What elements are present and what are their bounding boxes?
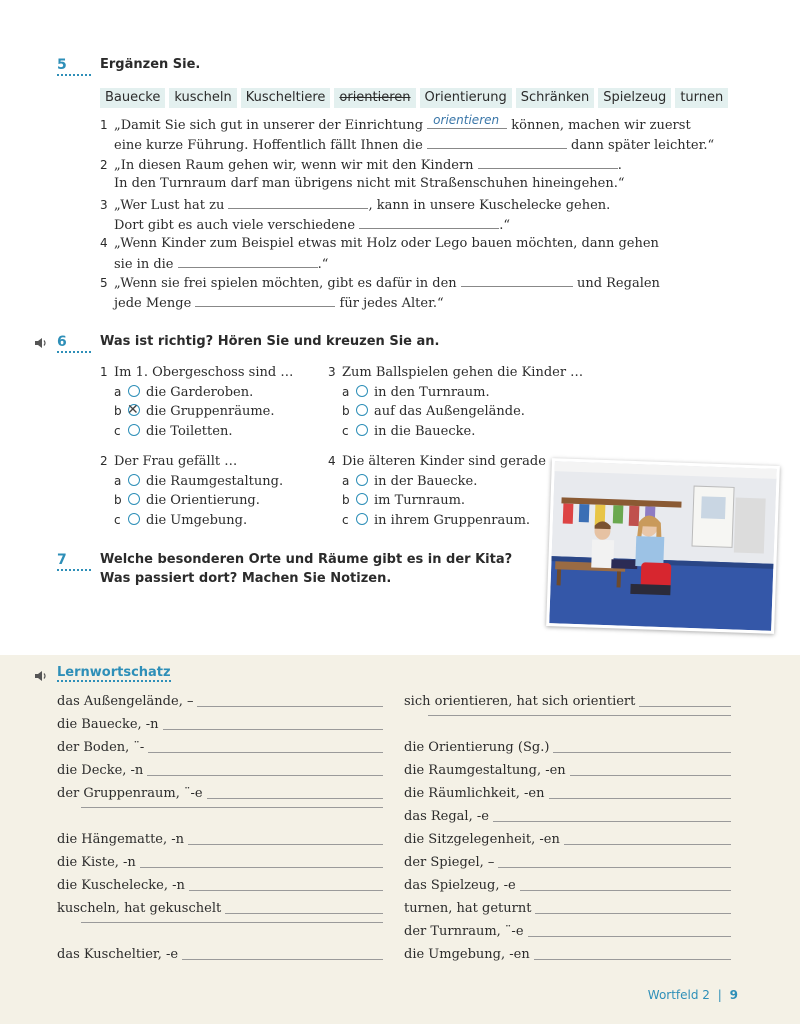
q1-option-c[interactable] <box>114 421 232 442</box>
answer-blank[interactable] <box>427 134 567 149</box>
vocab-entry <box>57 715 383 735</box>
vocab-term: die Kuschelecke, -n <box>57 878 185 893</box>
write-line[interactable] <box>163 729 383 730</box>
write-line[interactable] <box>207 798 383 799</box>
vocab-term: das Regal, -e <box>404 809 489 824</box>
write-line[interactable] <box>189 890 383 891</box>
item-number: 1 <box>100 118 108 132</box>
vocab-term: der Gruppenraum, ¨-e <box>57 786 203 801</box>
vocab-term: der Spiegel, – <box>404 855 495 870</box>
vocab-entry <box>404 784 731 804</box>
option-text: die Orientierung. <box>146 493 260 508</box>
vocab-entry <box>404 876 731 896</box>
option-text: im Turnraum. <box>374 493 466 508</box>
item-number: 4 <box>100 236 108 250</box>
ex5-item-5-line2 <box>114 292 444 314</box>
sentence-text: dann später leichter.“ <box>566 138 715 153</box>
vocab-entry <box>404 738 731 758</box>
filled-answer: orientieren <box>433 113 500 127</box>
vocab-term: der Boden, ¨- <box>57 740 145 755</box>
sentence-text: „Damit Sie sich gut in unserer der Einrichtung <box>114 118 428 133</box>
item-number: 5 <box>100 276 108 290</box>
sentence-text: „Wer Lust hat zu <box>114 198 229 213</box>
answer-blank[interactable] <box>427 114 507 129</box>
vocab-entry <box>57 761 383 781</box>
sentence-text: „Wenn Kinder zum Beispiel etwas mit Holz oder Lego bauen möchten, dann gehen <box>114 236 659 251</box>
vocab-term: kuscheln, hat gekuschelt <box>57 901 222 916</box>
vocab-entry <box>57 784 383 804</box>
write-line[interactable] <box>428 715 731 716</box>
sentence-text: für jedes Alter.“ <box>335 296 444 311</box>
q4-option-c[interactable] <box>342 510 530 531</box>
q2-option-a[interactable] <box>114 471 283 492</box>
question-number: 3 <box>328 365 336 379</box>
audio-speaker-icon[interactable] <box>34 669 48 683</box>
q2-option-c[interactable] <box>114 510 247 531</box>
vocab-entry <box>57 945 383 965</box>
ex5-item-5-line1 <box>100 272 660 294</box>
ex5-item-3-line1 <box>100 194 610 216</box>
word-chip: Schränken <box>516 88 595 108</box>
write-line[interactable] <box>140 867 383 868</box>
vocab-term: der Turnraum, ¨-e <box>404 924 524 939</box>
answer-blank[interactable] <box>359 214 499 229</box>
write-line[interactable] <box>520 890 731 891</box>
vocab-entry <box>404 922 731 942</box>
answer-blank[interactable] <box>461 272 573 287</box>
option-text: die Garderoben. <box>146 385 254 400</box>
write-line[interactable] <box>81 807 383 808</box>
radio-button[interactable] <box>356 474 368 486</box>
option-letter: c <box>342 424 349 438</box>
option-letter: a <box>342 385 350 399</box>
vocab-term: das Außengelände, – <box>57 694 194 709</box>
word-chip: Kuscheltiere <box>241 88 331 108</box>
sentence-text: und Regalen <box>572 276 660 291</box>
vocab-term: die Umgebung, -en <box>404 947 530 962</box>
sentence-text: Dort gibt es auch viele verschiedene <box>114 218 360 233</box>
write-line[interactable] <box>535 913 731 914</box>
vocab-entry <box>57 853 383 873</box>
answer-blank[interactable] <box>178 253 318 268</box>
vocab-entry <box>404 692 731 712</box>
option-text: in der Bauecke. <box>374 474 478 489</box>
option-letter: c <box>342 513 349 527</box>
write-line[interactable] <box>182 959 383 960</box>
answer-blank[interactable] <box>228 194 368 209</box>
answer-blank[interactable] <box>195 292 335 307</box>
radio-button[interactable] <box>356 493 368 505</box>
word-bank <box>100 88 728 108</box>
vocab-entry <box>404 899 731 919</box>
vocab-term: die Raumgestaltung, -en <box>404 763 566 778</box>
sentence-text: eine kurze Führung. Hoffentlich fällt Ihnen die <box>114 138 427 153</box>
radio-button[interactable] <box>356 385 368 397</box>
write-line[interactable] <box>148 752 383 753</box>
radio-button[interactable] <box>356 404 368 416</box>
option-text: auf das Außengelände. <box>374 404 525 419</box>
question-number: 2 <box>100 454 108 468</box>
radio-button[interactable] <box>128 493 140 505</box>
write-line[interactable] <box>225 913 383 914</box>
vocab-entry <box>57 692 383 712</box>
ex5-item-1-line1 <box>100 114 691 136</box>
word-chip: kuscheln <box>169 88 236 108</box>
option-letter: c <box>114 513 121 527</box>
option-letter: a <box>114 474 122 488</box>
write-line[interactable] <box>188 844 383 845</box>
option-letter: a <box>342 474 350 488</box>
q3-option-b[interactable] <box>342 401 525 422</box>
q3-option-a[interactable] <box>342 382 490 403</box>
option-text: in den Turnraum. <box>374 385 490 400</box>
exercise-6-title: Was ist richtig? Hören Sie und kreuzen Sie an. <box>100 334 440 349</box>
question-2 <box>100 451 237 472</box>
option-text: in die Bauecke. <box>374 424 476 439</box>
option-text: die Gruppenräume. <box>146 404 275 419</box>
sentence-text: „Wenn sie frei spielen möchten, gibt es dafür in den <box>114 276 461 291</box>
vocab-entry <box>57 830 383 850</box>
question-1 <box>100 362 293 383</box>
word-chip: turnen <box>675 88 728 108</box>
vocab-entry <box>404 853 731 873</box>
option-letter: a <box>114 385 122 399</box>
write-line[interactable] <box>564 844 731 845</box>
ex5-item-2-line2 <box>114 174 625 194</box>
question-number: 4 <box>328 454 336 468</box>
item-number: 2 <box>100 158 108 172</box>
option-letter: b <box>114 404 122 418</box>
word-chip-used: orientieren <box>334 88 415 108</box>
ex5-item-1-line2 <box>114 134 714 156</box>
footer-separator: | <box>717 988 722 1002</box>
vocab-term: die Bauecke, -n <box>57 717 159 732</box>
vocab-entry-continuation <box>77 922 383 928</box>
write-line[interactable] <box>81 922 383 923</box>
radio-button[interactable] <box>128 513 140 525</box>
option-letter: b <box>342 404 350 418</box>
vocab-term: die Räumlichkeit, -en <box>404 786 545 801</box>
vocab-term: das Spielzeug, -e <box>404 878 516 893</box>
question-text: Zum Ballspielen gehen die Kinder … <box>342 365 584 380</box>
vocab-term: die Sitzgelegenheit, -en <box>404 832 560 847</box>
question-number: 1 <box>100 365 108 379</box>
ex5-item-4-line1 <box>100 233 659 254</box>
question-text: Im 1. Obergeschoss sind … <box>114 365 294 380</box>
sentence-text: „In diesen Raum gehen wir, wenn wir mit den Kindern <box>114 158 478 173</box>
option-text: die Toiletten. <box>146 424 233 439</box>
vocab-entry-continuation <box>424 715 731 721</box>
q3-option-c[interactable] <box>342 421 475 442</box>
vocab-entry <box>404 807 731 827</box>
radio-button[interactable] <box>128 424 140 436</box>
sentence-text: .“ <box>499 218 510 233</box>
section-label: Wortfeld 2 <box>647 988 710 1002</box>
vocab-term: die Orientierung (Sg.) <box>404 740 550 755</box>
vocab-entry <box>57 738 383 758</box>
question-text: Der Frau gefällt … <box>114 454 238 469</box>
vocab-term: die Hängematte, -n <box>57 832 185 847</box>
answer-blank[interactable] <box>478 154 618 169</box>
write-line[interactable] <box>498 867 731 868</box>
write-line[interactable] <box>534 959 731 960</box>
exercise-7-title-line2: Was passiert dort? Machen Sie Notizen. <box>100 571 392 586</box>
exercise-7-title-line1: Welche besonderen Orte und Räume gibt es in der Kita? <box>100 552 513 567</box>
vocab-term: turnen, hat geturnt <box>404 901 532 916</box>
vocab-entry <box>404 761 731 781</box>
option-text: die Raumgestaltung. <box>146 474 284 489</box>
option-text: die Umgebung. <box>146 513 248 528</box>
page-footer <box>648 988 738 1002</box>
question-4 <box>328 451 546 472</box>
question-text: Die älteren Kinder sind gerade <box>342 454 546 469</box>
item-number: 3 <box>100 198 108 212</box>
radio-button[interactable] <box>128 385 140 397</box>
write-line[interactable] <box>570 775 731 776</box>
exercise-5-title: Ergänzen Sie. <box>100 57 201 72</box>
vocab-entry <box>57 899 383 919</box>
q1-option-b[interactable] <box>114 401 274 422</box>
sentence-text: jede Menge <box>114 296 196 311</box>
radio-button[interactable] <box>128 474 140 486</box>
question-3 <box>328 362 583 383</box>
q2-option-b[interactable] <box>114 490 260 511</box>
vocab-term: das Kuscheltier, -e <box>57 947 179 962</box>
sentence-text: sie in die <box>114 257 178 272</box>
sentence-text: , kann in unsere Kuschelecke gehen. <box>368 198 611 213</box>
sentence-text: In den Turnraum darf man übrigens nicht mit Straßenschuhen hineingehen.“ <box>114 176 625 191</box>
lernwortschatz-title: Lernwortschatz <box>57 665 171 680</box>
radio-button[interactable] <box>356 424 368 436</box>
write-line[interactable] <box>549 798 732 799</box>
exercise-7-number: 7 <box>57 552 91 571</box>
write-line[interactable] <box>493 821 731 822</box>
vocab-entry-continuation <box>77 807 383 813</box>
audio-speaker-icon[interactable] <box>34 336 48 350</box>
vocab-term: die Kiste, -n <box>57 855 136 870</box>
vocab-entry <box>404 945 731 965</box>
option-text: in ihrem Gruppenraum. <box>374 513 531 528</box>
vocab-term: die Decke, -n <box>57 763 144 778</box>
page-number: 9 <box>729 988 738 1002</box>
vocab-term: sich orientieren, hat sich orientiert <box>404 694 636 709</box>
q4-option-a[interactable] <box>342 471 477 492</box>
exercise-5-number: 5 <box>57 57 91 76</box>
sentence-text: können, machen wir zuerst <box>507 118 691 133</box>
sentence-text: . <box>617 158 622 173</box>
exercise-6-number: 6 <box>57 334 91 353</box>
option-letter: c <box>114 424 121 438</box>
word-chip: Orientierung <box>420 88 512 108</box>
q4-option-b[interactable] <box>342 490 465 511</box>
write-line[interactable] <box>197 706 383 707</box>
radio-button[interactable] <box>356 513 368 525</box>
kita-hallway-image <box>549 461 777 631</box>
option-letter: b <box>342 493 350 507</box>
ex5-item-2-line1 <box>100 154 622 176</box>
write-line[interactable] <box>147 775 383 776</box>
write-line[interactable] <box>639 706 731 707</box>
write-line[interactable] <box>528 936 731 937</box>
word-chip: Spielzeug <box>598 88 671 108</box>
option-letter: b <box>114 493 122 507</box>
kita-photo <box>546 458 780 634</box>
write-line[interactable] <box>553 752 731 753</box>
sentence-text: .“ <box>317 257 329 272</box>
vocab-entry <box>404 830 731 850</box>
vocab-entry <box>57 876 383 896</box>
word-chip: Bauecke <box>100 88 165 108</box>
radio-button-checked[interactable] <box>128 404 140 416</box>
